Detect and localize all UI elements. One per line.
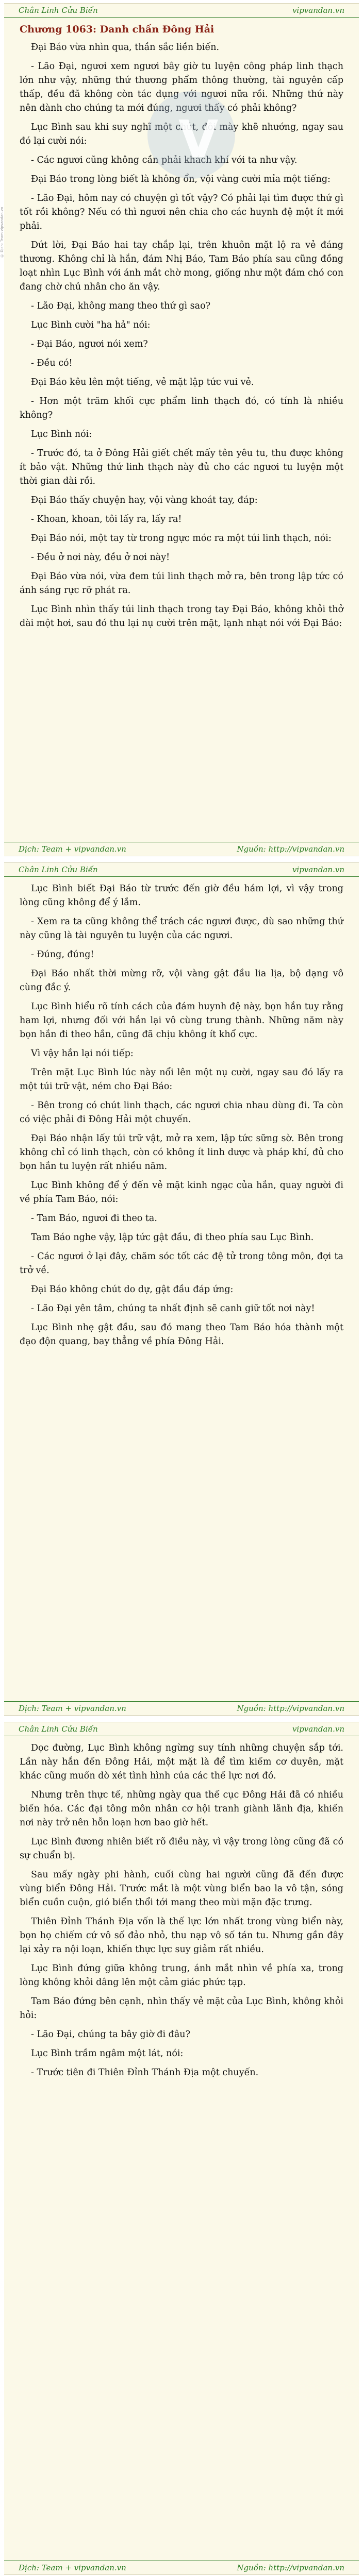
paragraph: Thiên Đỉnh Thánh Địa vốn là thế lực lớn nhất trong vùng biển này, bọn họ chiếm cứ vô số đảo nhỏ, thu nạp vô số tán tu. Nhưng gần đây lại xảy ra nội loạn, khiến thực lực suy giảm rất nhiều. <box>20 1917 343 1955</box>
paragraph: Đại Báo kêu lên một tiếng, vẻ mặt lập tức vui vẻ. <box>31 377 254 387</box>
page-header <box>4 1722 359 1736</box>
paragraph: - Lão Đại yên tâm, chúng ta nhất định sẽ canh giữ tốt nơi này! <box>31 1303 315 1314</box>
paragraph: - Các ngươi cũng không cần phải khách khí với ta như vậy. <box>31 155 298 165</box>
paragraph: - Trước đó, ta ở Đông Hải giết chết mấy tên yêu tu, thu được không ít bảo vật. Những thứ linh thạch này đủ cho các ngươi tu luyện một thời gian dài rồi. <box>20 448 343 486</box>
paragraph: Đại Báo nhất thời mừng rỡ, vội vàng gật đầu lia lịa, bộ dạng vô cùng đắc ý. <box>20 969 343 993</box>
header-title: Chân Linh Cửu Biến <box>19 1724 98 1734</box>
page-content <box>4 1736 359 2080</box>
paragraph: Lục Bình trầm ngâm một lát, nói: <box>31 2048 184 2059</box>
paragraph: Trên mặt Lục Bình lúc này nổi lên một nụ cười, ngay sau đó lấy ra một túi trữ vật, ném cho Đại Báo: <box>20 1067 343 1092</box>
paragraph: Lục Bình đương nhiên biết rõ điều này, vì vậy trong lòng cũng đã có sự chuẩn bị. <box>20 1837 343 1861</box>
paragraph: - Hơn một trăm khối cực phẩm linh thạch đó, có tính là nhiều không? <box>20 396 343 420</box>
side-watermark: © Dịch: Team vipvandan.vn <box>0 207 4 258</box>
paragraph: Đại Báo không chút do dự, gật đầu đáp ứng: <box>31 1284 234 1295</box>
watermark-logo: V <box>147 91 235 179</box>
footer-credit: Dịch: Team + vipvandan.vn <box>19 844 126 854</box>
page-footer <box>4 2561 359 2574</box>
paragraph: Lục Bình cười "ha hả" nói: <box>31 320 151 330</box>
page-header <box>4 4 359 18</box>
paragraph: Lục Bình nhẹ gật đầu, sau đó mang theo Tam Báo hóa thành một đạo độn quang, bay thẳng về phía Đông Hải. <box>20 1323 343 1347</box>
paragraph: Đại Báo vừa nhìn qua, thần sắc liền biến. <box>31 42 220 53</box>
paragraph: - Đều ở nơi này, đều ở nơi này! <box>31 552 170 563</box>
page-2 <box>4 862 359 1716</box>
paragraph: Đại Báo nhận lấy túi trữ vật, mở ra xem, lập tức sững sờ. Bên trong không chỉ có linh thạch, còn có không ít linh dược và pháp khí, đủ cho bọn hắn tu luyện rất nhiều năm. <box>20 1133 343 1172</box>
page-footer <box>4 1701 359 1715</box>
paragraph: - Lão Đại, hôm nay có chuyện gì tốt vậy? Có phải lại tìm được thứ gì tốt rồi không? Nếu có thì ngươi nên chia cho các huynh đệ một ít mới phải. <box>20 193 343 231</box>
paragraph: - Lão Đại, không mang theo thứ gì sao? <box>31 301 211 311</box>
paragraph: - Đều có! <box>31 358 73 368</box>
paragraph: Lục Bình nói: <box>31 429 92 439</box>
footer-source: Nguồn: http://vipvandan.vn <box>237 1704 344 1713</box>
page-header <box>4 863 359 877</box>
paragraph: Lục Bình không để ý đến vẻ mặt kinh ngạc của hắn, quay người đi về phía Tam Báo, nói: <box>20 1180 343 1205</box>
paragraph: Sau mấy ngày phi hành, cuối cùng hai người cũng đã đến được vùng biển Đông Hải. Trước mắt là một vùng biển bao la vô tận, sóng biển cuồn cuộn, gió biển thổi tới mang theo mùi mặn đặc trưng. <box>20 1870 343 1908</box>
footer-credit: Dịch: Team + vipvandan.vn <box>19 2563 126 2572</box>
page-footer <box>4 842 359 856</box>
paragraph: - Lão Đại, chúng ta bây giờ đi đâu? <box>31 2029 190 2040</box>
paragraph: Dứt lời, Đại Báo hai tay chắp lại, trên khuôn mặt lộ ra vẻ đáng thương. Không chỉ là hắn, đám Nhị Báo, Tam Báo phía sau cũng đồng loạt nhìn Lục Bình với ánh mắt chờ mong, giống như một đám chó con đang chờ chủ nhân cho ăn vậy. <box>20 240 343 292</box>
paragraph: Lục Bình sau khi suy nghĩ một chút, đôi mày khẽ nhướng, ngay sau đó lại cười nói: <box>20 122 343 146</box>
paragraph: Tam Báo nghe vậy, lập tức gật đầu, đi theo phía sau Lục Bình. <box>31 1232 314 1243</box>
header-site: vipvandan.vn <box>292 6 344 15</box>
page-3 <box>4 1722 359 2575</box>
footer-credit: Dịch: Team + vipvandan.vn <box>19 1704 126 1713</box>
paragraph: - Đúng, đúng! <box>31 950 94 960</box>
footer-source: Nguồn: http://vipvandan.vn <box>237 844 344 854</box>
paragraph: Đại Báo vừa nói, vừa đem túi linh thạch mở ra, bên trong lập tức có ánh sáng rực rỡ phát ra. <box>20 571 343 596</box>
paragraph: - Xem ra ta cũng không thể trách các ngươi được, dù sao những thứ này cũng là tài nguyên tu luyện của các ngươi. <box>20 917 343 941</box>
paragraph: Tam Báo đứng bên cạnh, nhìn thấy vẻ mặt của Lục Bình, không khỏi hỏi: <box>20 1996 343 2021</box>
paragraph: - Khoan, khoan, tôi lấy ra, lấy ra! <box>31 514 182 524</box>
paragraph: - Trước tiên đi Thiên Đỉnh Thánh Địa một chuyến. <box>31 2067 259 2078</box>
chapter-title: Chương 1063: Danh chấn Đông Hải <box>20 24 214 35</box>
header-title: Chân Linh Cửu Biến <box>19 865 98 874</box>
paragraph: Nhưng trên thực tế, những ngày qua thế cục Đông Hải đã có nhiều biến hóa. Các đại tông môn nhân cơ hội tranh giành lãnh địa, khiến nơi này trở nên hỗn loạn hơn bao giờ hết. <box>20 1790 343 1828</box>
paragraph: - Lão Đại, ngươi xem ngươi bây giờ tu luyện công pháp linh thạch lớn như vậy, những thứ thương phẩm thông thường, tài nguyên cấp thấp, đều đã không còn tác dụng với ngươi nữa rồi. Những thứ này nên dành cho chúng ta mới đúng, ngươi thấy có phải không? <box>20 61 343 113</box>
header-title: Chân Linh Cửu Biến <box>19 6 98 15</box>
paragraph: Đại Báo thấy chuyện hay, vội vàng khoát tay, đáp: <box>31 495 258 505</box>
paragraph: Lục Bình nhìn thấy túi linh thạch trong tay Đại Báo, không khỏi thở dài một hơi, sau đó thu lại nụ cười trên mặt, lạnh nhạt nói với Đại Báo: <box>20 604 343 629</box>
paragraph: Lục Bình biết Đại Báo từ trước đến giờ đều hám lợi, vì vậy trong lòng cũng không để ý lắm. <box>20 884 343 908</box>
paragraph: Vì vậy hắn lại nói tiếp: <box>31 1048 134 1059</box>
header-site: vipvandan.vn <box>292 1724 344 1734</box>
paragraph: Lục Bình đứng giữa không trung, ánh mắt nhìn về phía xa, trong lòng không khỏi dâng lên một cảm giác phức tạp. <box>20 1963 343 1988</box>
paragraph: Đại Báo trong lòng biết là không ổn, vội vàng cười mỉa một tiếng: <box>31 174 331 184</box>
paragraph: Đại Báo nói, một tay từ trong ngực móc ra một túi linh thạch, nói: <box>31 533 332 544</box>
header-site: vipvandan.vn <box>292 865 344 874</box>
paragraph: - Các ngươi ở lại đây, chăm sóc tốt các đệ tử trong tông môn, đợi ta trở về. <box>20 1251 343 1276</box>
paragraph: - Đại Báo, ngươi nói xem? <box>31 339 148 349</box>
paragraph: Dọc đường, Lục Bình không ngừng suy tính những chuyện sắp tới. Lần này hắn đến Đông Hải, một mặt là để tìm kiếm cơ duyên, mặt khác cũng muốn dò xét tình hình của các thế lực nơi đó. <box>20 1743 343 1781</box>
page-content <box>4 877 359 1349</box>
paragraph: Lục Bình hiểu rõ tính cách của đám huynh đệ này, bọn hắn tuy rằng ham lợi, nhưng đối với hắn lại vô cùng trung thành. Những năm này bọn hắn đi theo hắn, cũng đã chịu không ít khổ cực. <box>20 1002 343 1040</box>
paragraph: - Tam Báo, ngươi đi theo ta. <box>31 1213 157 1224</box>
page-1 <box>4 3 359 856</box>
paragraph: - Bên trong có chút linh thạch, các ngươi chia nhau dùng đi. Ta còn có việc phải đi Đông Hải một chuyến. <box>20 1100 343 1125</box>
footer-source: Nguồn: http://vipvandan.vn <box>237 2563 344 2572</box>
